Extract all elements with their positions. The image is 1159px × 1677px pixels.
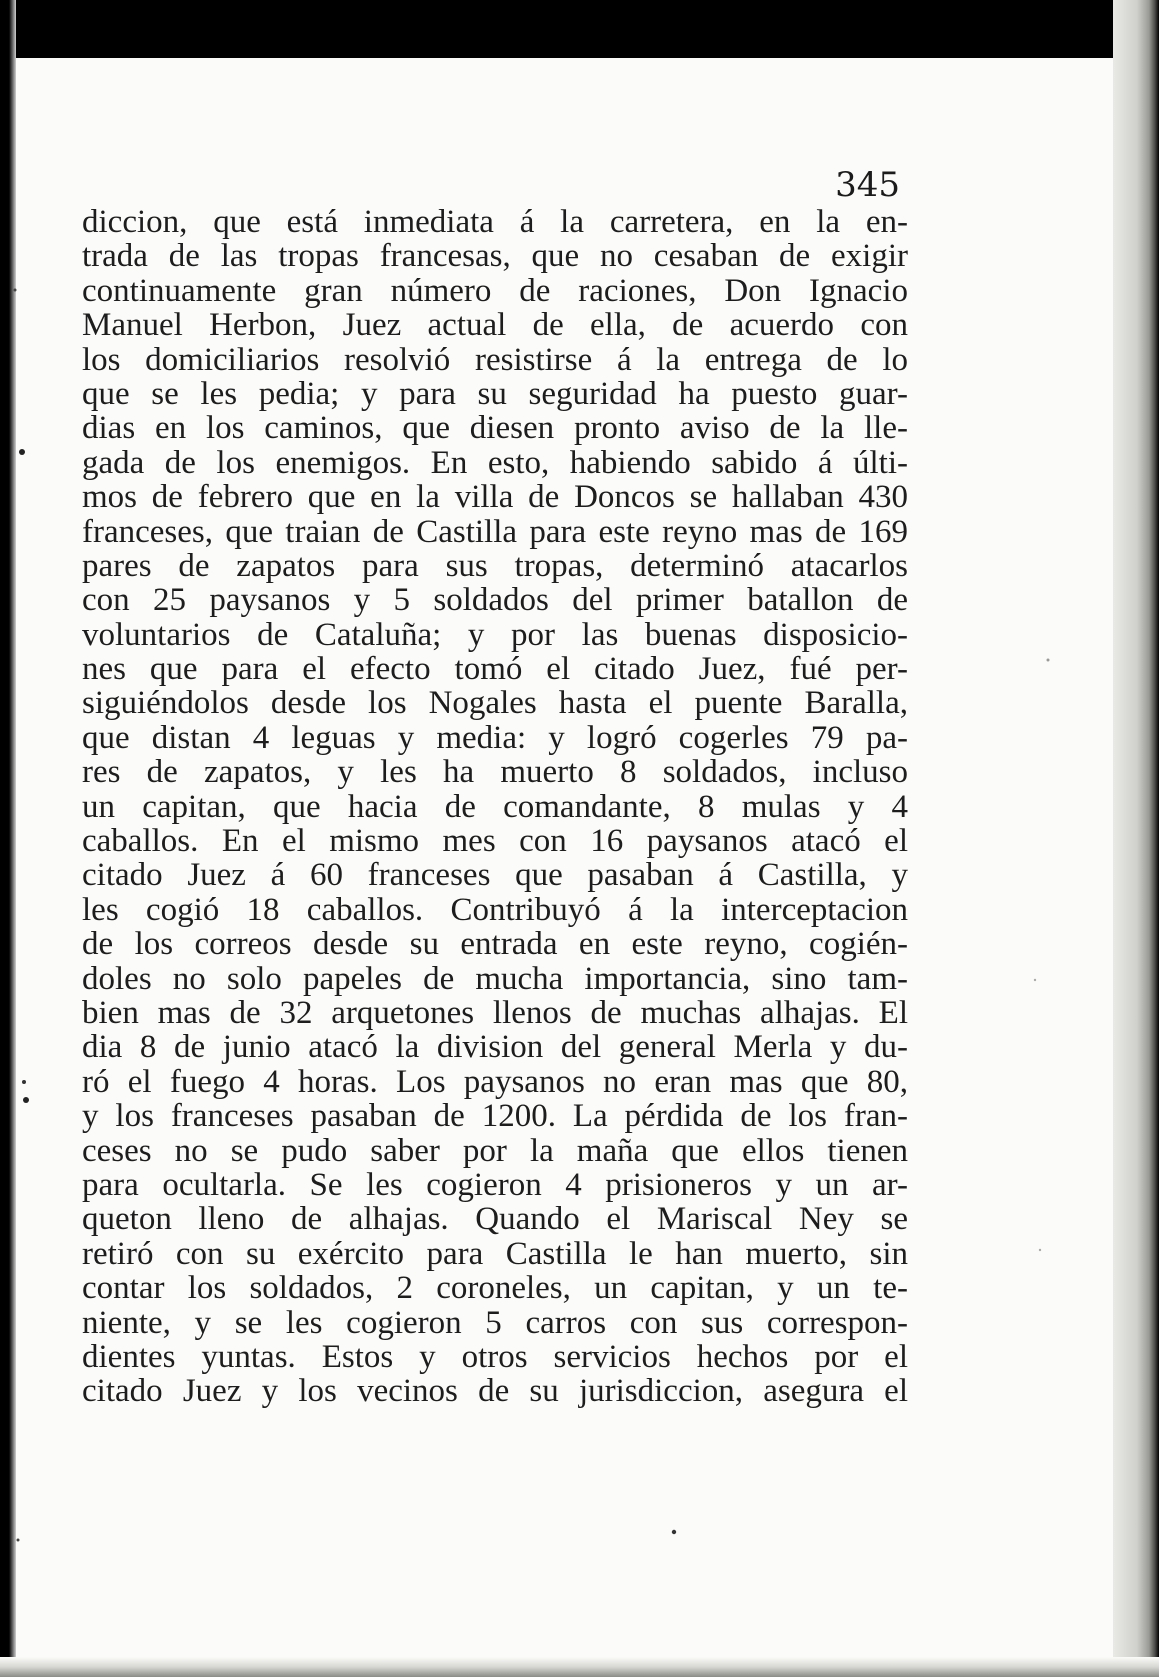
text-line: para ocultarla. Se les cogieron 4 prisioneros y un ar- [82, 1166, 908, 1203]
text-line: con 25 paysanos y 5 soldados del primer batallon de [82, 582, 908, 619]
text-line: los domiciliarios resolvió resistirse á la entrega de lo [82, 341, 908, 378]
scan-left-border [0, 0, 16, 1677]
text-line: les cogió 18 caballos. Contribuyó á la interceptacion [82, 891, 908, 928]
text-line: que se les pedia; y para su seguridad ha puesto guar- [82, 375, 908, 412]
scan-bottom-shadow [0, 1657, 1159, 1677]
text-line: nes que para el efecto tomó el citado Juez, fué per- [82, 651, 908, 688]
text-line: retiró con su exército para Castilla le han muerto, sin [82, 1235, 908, 1272]
text-line: citado Juez á 60 franceses que pasaban á Castilla, y [82, 857, 908, 894]
text-line: y los franceses pasaban de 1200. La pérdida de los fran- [82, 1098, 908, 1135]
text-line: citado Juez y los vecinos de su jurisdiccion, asegura el [82, 1373, 908, 1410]
text-line: bien mas de 32 arquetones llenos de muchas alhajas. El [82, 994, 908, 1031]
text-line: que distan 4 leguas y media: y logró cogerles 79 pa- [82, 719, 908, 756]
text-line: dia 8 de junio atacó la division del general Merla y du- [82, 1029, 908, 1066]
text-line: queton lleno de alhajas. Quando el Mariscal Ney se [82, 1201, 908, 1238]
text-line: diccion, que está inmediata á la carretera, en la en- [82, 204, 908, 240]
text-line: franceses, que traian de Castilla para este reyno mas de 169 [82, 513, 908, 550]
text-line: contar los soldados, 2 coroneles, un capitan, y un te- [82, 1270, 908, 1307]
text-line: dientes yuntas. Estos y otros servicios hechos por el [82, 1338, 908, 1375]
text-line: Manuel Herbon, Juez actual de ella, de acuerdo con [82, 307, 908, 344]
text-line: res de zapatos, y les ha muerto 8 soldados, incluso [82, 754, 908, 791]
text-line: un capitan, que hacia de comandante, 8 mulas y 4 [82, 788, 908, 825]
text-line: voluntarios de Cataluña; y por las buenas disposicio- [82, 616, 908, 653]
body-text [82, 205, 908, 1409]
scan-right-border [1113, 0, 1159, 1677]
text-line: doles no solo papeles de mucha importancia, sino tam- [82, 960, 908, 997]
text-line: de los correos desde su entrada en este reyno, cogién- [82, 926, 908, 963]
text-line: dias en los caminos, que diesen pronto aviso de la lle- [82, 410, 908, 447]
text-line: mos de febrero que en la villa de Doncos se hallaban 430 [82, 479, 908, 516]
text-line: continuamente gran número de raciones, Don Ignacio [82, 272, 908, 309]
page-number: 345 [835, 165, 900, 205]
text-line: caballos. En el mismo mes con 16 paysanos atacó el [82, 823, 908, 860]
scan-top-border [0, 0, 1159, 58]
text-line: niente, y se les cogieron 5 carros con sus correspon- [82, 1304, 908, 1341]
text-line: pares de zapatos para sus tropas, determinó atacarlos [82, 547, 908, 584]
text-line: siguiéndolos desde los Nogales hasta el puente Baralla, [82, 685, 908, 722]
text-line: trada de las tropas francesas, que no cesaban de exigir [82, 238, 908, 275]
text-line: ró el fuego 4 horas. Los paysanos no eran mas que 80, [82, 1063, 908, 1100]
text-line: ceses no se pudo saber por la maña que ellos tienen [82, 1132, 908, 1169]
text-line: gada de los enemigos. En esto, habiendo sabido á últi- [82, 444, 908, 481]
